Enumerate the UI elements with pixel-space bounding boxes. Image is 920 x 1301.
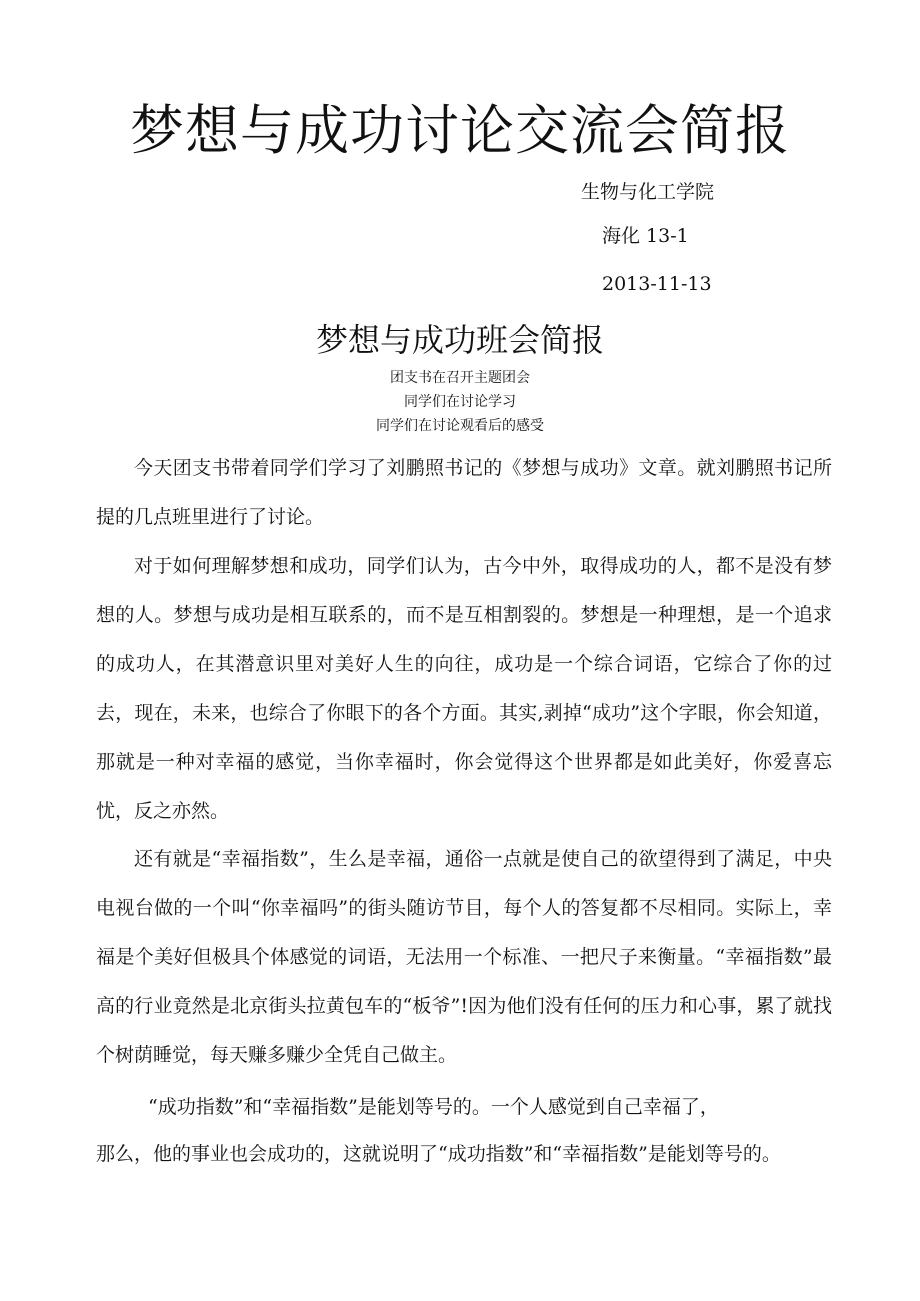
main-title: 梦想与成功讨论交流会简报: [130, 99, 790, 162]
photo-caption: 同学们在讨论学习: [404, 394, 516, 410]
closing-paragraph-line: 那么，他的事业也会成功的，这就说明了“成功指数”和“幸福指数”是能划等号的。: [96, 1143, 781, 1165]
report-date: 2013-11-13: [602, 273, 712, 295]
college-name: 生物与化工学院: [581, 181, 715, 203]
body-paragraph: 今天团支书带着同学们学习了刘鹏照书记的《梦想与成功》文章。就刘鹏照书记所提的几点班里进行了讨论。: [96, 457, 832, 528]
sub-title: 梦想与成功班会简报: [315, 321, 604, 359]
photo-caption: 同学们在讨论观看后的感受: [376, 418, 544, 434]
body-paragraph: 还有就是“幸福指数”，生么是幸福，通俗一点就是使自己的欲望得到了满足，中央电视台做的一个叫“你幸福吗”的街头随访节目，每个人的答复都不尽相同。实际上，幸福是个美好但极具个体感觉的词语，无法用一个标准、一把尺子来衡量。“幸福指数”最高的行业竟然是北京街头拉黄包车的“板爷”!因为他们没有任何的压力和心事，累了就找个树荫睡觉，每天赚多赚少全凭自己做主。: [96, 848, 832, 1066]
photo-caption: 团支书在召开主题团会: [390, 370, 530, 386]
body-paragraph: 对于如何理解梦想和成功，同学们认为，古今中外，取得成功的人，都不是没有梦想的人。梦想与成功是相互联系的，而不是互相割裂的。梦想是一种理想，是一个追求的成功人，在其潜意识里对美好人生的向往，成功是一个综合词语，它综合了你的过去，现在，未来，也综合了你眼下的各个方面。其实,剥掉“成功”这个字眼，你会知道，那就是一种对幸福的感觉，当你幸福时，你会觉得这个世界都是如此美好，你爱喜忘忧，反之亦然。: [96, 555, 832, 822]
closing-paragraph-line: “成功指数”和“幸福指数”是能划等号的。一个人感觉到自己幸福了，: [148, 1096, 719, 1118]
class-name: 海化 13-1: [602, 225, 689, 247]
